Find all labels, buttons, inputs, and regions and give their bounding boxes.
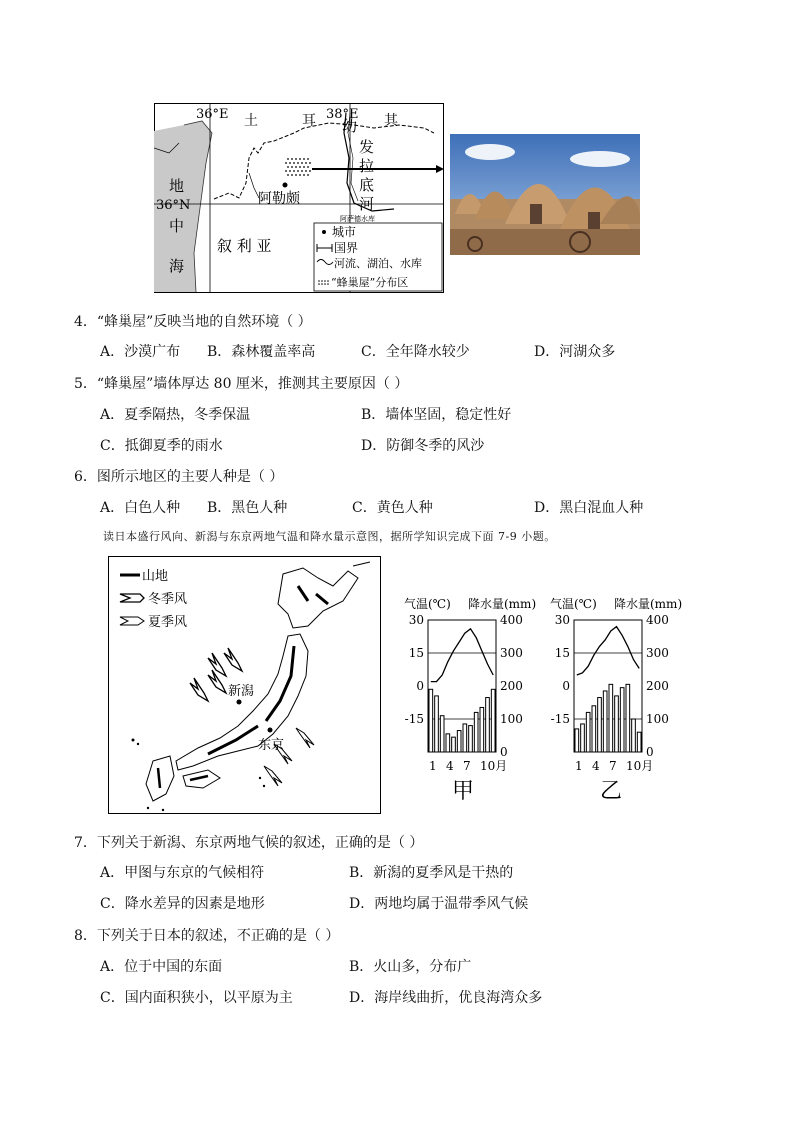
jia-precip-bar xyxy=(440,716,444,752)
jia-precip-tick: 300 xyxy=(500,646,523,660)
aleppo-label: 阿勒颇 xyxy=(258,191,300,207)
q4-option-a[interactable]: A．沙漠广布 xyxy=(100,344,181,360)
sea-char-3: 海 xyxy=(169,257,185,275)
jia-precip-tick: 100 xyxy=(500,712,523,726)
turkey-char-3: 其 xyxy=(384,113,398,129)
q4-option-c[interactable]: C．全年降水较少 xyxy=(361,344,470,360)
yi-precip-tick: 200 xyxy=(646,679,669,693)
aleppo-dot xyxy=(283,183,288,188)
q5-option-c[interactable]: C．抵御夏季的雨水 xyxy=(100,438,223,454)
yi-x-tick: 1 xyxy=(575,759,583,773)
q8-option-d[interactable]: D．海岸线曲折，优良海湾众多 xyxy=(349,990,543,1006)
jia-precip-bar xyxy=(491,689,495,752)
map1-legend xyxy=(314,223,442,291)
q8-option-a[interactable]: A．位于中国的东面 xyxy=(100,959,223,975)
jia-temp-tick: 30 xyxy=(408,613,424,627)
jia-precip-bar xyxy=(435,696,439,752)
question-4-stem: 4．“蜂巢屋”反映当地的自然环境（ ） xyxy=(74,314,312,330)
jia-temp-tick: 15 xyxy=(408,646,424,660)
yi-temp-tick: 30 xyxy=(554,613,570,627)
beehive-house-photo xyxy=(450,134,640,255)
q5-option-a[interactable]: A．夏季隔热，冬季保温 xyxy=(100,407,251,423)
river-char-3: 拉 xyxy=(359,157,375,175)
turkey-char-1: 土 xyxy=(244,113,258,129)
q4-option-b[interactable]: B．森林覆盖率高 xyxy=(207,344,316,360)
jia-x-tick: 1 xyxy=(429,759,437,773)
river-char-4: 底 xyxy=(359,176,375,194)
yi-x-tick: 7 xyxy=(609,759,617,773)
yi-precip-bar xyxy=(620,688,624,752)
river-char-2: 发 xyxy=(359,138,375,156)
lat-36n-label: 36°N xyxy=(156,198,191,213)
jia-title: 甲 xyxy=(452,779,475,804)
jia-precip-bar xyxy=(486,698,490,752)
lon-36e-label: 36°E xyxy=(196,107,229,122)
jia-temp-tick: 0 xyxy=(416,679,424,693)
yi-precip-bar xyxy=(632,719,636,752)
reservoir-label: 阿萨德水库 xyxy=(340,215,375,223)
jia-precip-tick: 0 xyxy=(500,745,508,759)
yi-precip-bar xyxy=(626,684,630,752)
yi-temp-tick: 0 xyxy=(562,679,570,693)
yi-precip-bar xyxy=(598,698,602,752)
legend-river: 河流、湖泊、水库 xyxy=(334,257,422,270)
q6-option-d[interactable]: D．黑白混血人种 xyxy=(534,500,644,516)
yi-precip-tick: 300 xyxy=(646,646,669,660)
yi-precip-bar xyxy=(609,684,613,752)
yi-ylabel-left: 气温(℃) xyxy=(550,597,597,611)
lon-38e-label: 38°E xyxy=(326,107,359,122)
yi-x-tick: 4 xyxy=(592,759,600,773)
river-char-1: 幼 xyxy=(342,117,358,135)
syria-label: 叙 利 亚 xyxy=(217,237,272,255)
q8-option-c[interactable]: C．国内面积狭小，以平原为主 xyxy=(100,990,293,1006)
jia-precip-bar xyxy=(446,734,450,752)
legend-beehive: “蜂巢屋”分布区 xyxy=(331,276,409,289)
jia-ylabel-right: 降水量(mm) xyxy=(468,597,537,611)
yi-temp-tick: 15 xyxy=(554,646,570,660)
q6-option-c[interactable]: C．黄色人种 xyxy=(352,500,433,516)
yi-title: 乙 xyxy=(600,779,623,804)
sea-char-1: 地 xyxy=(169,177,185,195)
jia-precip-bar xyxy=(429,689,433,752)
question-8-stem: 8．下列关于日本的叙述，不正确的是（ ） xyxy=(74,928,340,944)
intro-text: 读日本盛行风向、新潟与东京两地气温和降水量示意图，据所学知识完成下面 7-9 小题。 xyxy=(103,530,556,543)
niigata-label: 新潟 xyxy=(228,684,255,699)
yi-precip-bar xyxy=(615,696,619,752)
q8-option-b[interactable]: B．火山多，分布广 xyxy=(349,959,472,975)
q6-option-a[interactable]: A．白色人种 xyxy=(100,500,181,516)
yi-ylabel-right: 降水量(mm) xyxy=(614,597,683,611)
q7-option-c[interactable]: C．降水差异的因素是地形 xyxy=(100,896,265,912)
q6-option-b[interactable]: B．黑色人种 xyxy=(207,500,288,516)
jia-precip-bar xyxy=(463,724,467,752)
yi-precip-tick: 100 xyxy=(646,712,669,726)
yi-x-tick: 10月 xyxy=(626,759,654,773)
q5-option-d[interactable]: D．防御冬季的风沙 xyxy=(361,438,485,454)
yi-precip-bar xyxy=(637,732,641,752)
jia-precip-tick: 200 xyxy=(500,679,523,693)
jia-precip-bar xyxy=(480,707,484,752)
yi-precip-bar xyxy=(575,729,579,752)
question-5-stem: 5．“蜂巢屋”墙体厚达 80 厘米，推测其主要原因（ ） xyxy=(74,376,409,392)
legend-winter-monsoon: 冬季风 xyxy=(148,592,188,607)
tokyo-label: 东京 xyxy=(258,738,285,753)
yi-precip-bar xyxy=(603,691,607,752)
legend-mountain: 山地 xyxy=(142,569,169,584)
question-6-stem: 6．图所示地区的主要人种是（ ） xyxy=(74,469,284,485)
q5-option-b[interactable]: B．墙体坚固，稳定性好 xyxy=(361,407,512,423)
jia-precip-tick: 400 xyxy=(500,613,523,627)
legend-summer-monsoon: 夏季风 xyxy=(148,615,188,630)
jia-x-tick: 10月 xyxy=(480,759,508,773)
q4-option-d[interactable]: D．河湖众多 xyxy=(534,344,616,360)
jia-x-tick: 4 xyxy=(446,759,454,773)
japan-map xyxy=(108,556,381,814)
jia-x-tick: 7 xyxy=(463,759,471,773)
jia-precip-bar xyxy=(474,712,478,752)
sea-char-2: 中 xyxy=(169,217,185,235)
jia-ylabel-left: 气温(℃) xyxy=(404,597,451,611)
q7-option-b[interactable]: B．新潟的夏季风是干热的 xyxy=(349,865,514,881)
jia-precip-bar xyxy=(457,731,461,752)
question-7-stem: 7．下列关于新潟、东京两地气候的叙述，正确的是（ ） xyxy=(74,835,424,851)
jia-precip-bar xyxy=(469,726,473,752)
yi-precip-bar xyxy=(586,712,590,752)
yi-temp-curve xyxy=(577,627,639,675)
climate-charts xyxy=(400,590,700,810)
yi-precip-tick: 0 xyxy=(646,745,654,759)
yi-precip-bar xyxy=(592,706,596,752)
syria-map xyxy=(154,103,444,293)
q7-option-a[interactable]: A．甲图与东京的气候相符 xyxy=(100,865,265,881)
yi-precip-tick: 400 xyxy=(646,613,669,627)
q7-option-d[interactable]: D．两地均属于温带季风气候 xyxy=(349,896,529,912)
river-char-5: 河 xyxy=(359,195,375,213)
jia-temp-tick: -15 xyxy=(404,712,424,726)
jia-precip-bar xyxy=(452,737,456,752)
jia-temp-curve xyxy=(431,629,493,682)
legend-city: 城市 xyxy=(332,225,357,239)
turkey-char-2: 耳 xyxy=(302,113,316,129)
legend-border: 国界 xyxy=(334,241,359,255)
yi-precip-bar xyxy=(581,724,585,752)
yi-temp-tick: -15 xyxy=(550,712,570,726)
